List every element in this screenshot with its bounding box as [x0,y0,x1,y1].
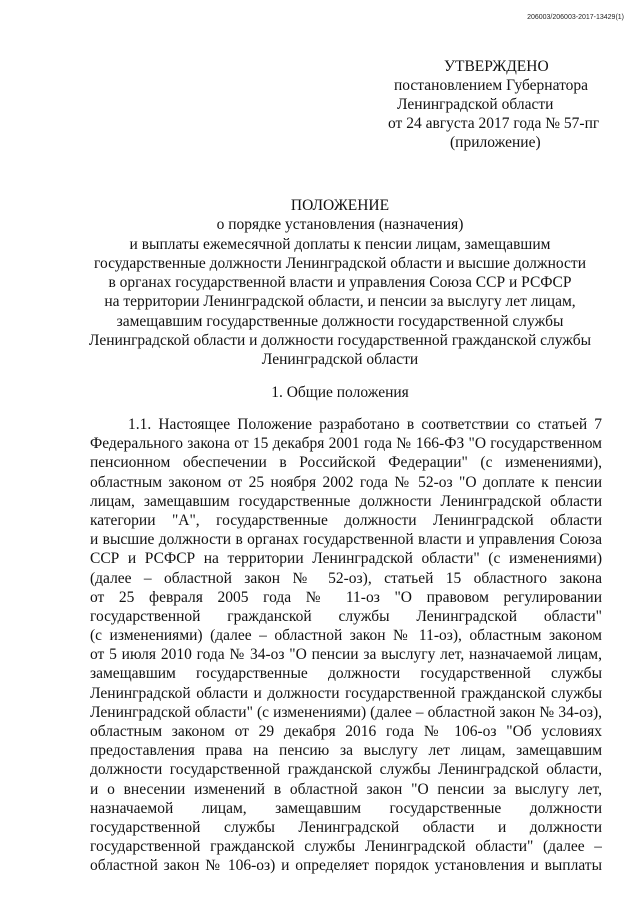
title-line: на территории Ленинградской области, и пенсии за выслугу лет лицам, [104,293,576,311]
title-line: в органах государственной власти и управления Союза ССР и РСФСР [108,274,572,292]
paragraph-line: Федерального закона от 15 декабря 2001 года № 166-ФЗ "О государственном [90,435,602,453]
title-line: государственные должности Ленинградской области и высшие должности [93,254,587,272]
title-line: и выплаты ежемесячной доплаты к пенсии лицам, замещавшим [129,235,551,253]
paragraph-line: областной закон № 106-оз) и определяет порядок установления и выплаты [90,857,602,875]
section-heading: 1. Общие положения [271,384,409,401]
paragraph-line: Ленинградской области и должности государственной гражданской службы [90,684,602,702]
document-number: 206003/206003-2017-13429(1) [527,14,624,21]
approval-line: постановлением Губернатора [394,77,589,94]
paragraph-1-1 [90,415,602,876]
paragraph-line: Ленинградской области" (с изменениями) (далее – областной закон № 34-оз), [90,703,602,721]
paragraph-line: государственной гражданской службы Ленинградской области" [90,607,602,625]
paragraph-line: 1.1. Настоящее Положение разработано в соответствии со статьей 7 [128,416,602,433]
approval-block [388,57,628,152]
paragraph-line: назначаемой лицам, замещавшим государственные должности [90,799,602,817]
paragraph-line: пенсионном обеспечении в Российской Федерации" (с изменениями), [90,454,602,472]
title-line: замещавшим государственные должности государственной службы [116,312,564,330]
paragraph-line: областным законом от 29 декабря 2016 года № 106-оз "Об условиях [90,723,602,740]
approval-line: (приложение) [450,134,541,151]
title-line: Ленинградской области [261,351,419,369]
paragraph-line: и высшие должности в органах государственной власти и управления Союза [90,531,602,549]
paragraph-line: государственной гражданской службы Ленинградской области" (далее – [90,838,602,856]
paragraph-line: должности государственной гражданской службы Ленинградской области, [90,761,602,779]
paragraph-line: (с изменениями) (далее – областной закон № 11-оз), областным законом [90,627,602,645]
title-line: о порядке установления (назначения) [216,216,464,234]
paragraph-line: (далее – областной закон № 52-оз), статьей 15 областного закона [90,569,602,587]
paragraph-line: предоставления права на пенсию за выслугу лет лицам, замещавшим [90,742,602,760]
title-line: Ленинградской области и должности государственной гражданской службы [88,332,592,350]
paragraph-line: ССР и РСФСР на территории Ленинградской области" (с изменениями) [90,550,602,568]
document-title [60,196,620,370]
paragraph-line: от 5 июля 2010 года № 34-оз "О пенсии за выслугу лет, назначаемой лицам, [90,646,602,664]
approval-title: УТВЕРЖДЕНО [444,58,549,75]
approval-line: Ленинградской области [397,96,554,113]
title-heading: ПОЛОЖЕНИЕ [290,197,390,214]
paragraph-line: категории "А", государственные должности Ленинградской области [90,511,602,529]
approval-line: от 24 августа 2017 года № 57-пг [388,115,600,132]
paragraph-line: областным законом от 25 ноября 2002 года № 52-оз "О доплате к пенсии [90,473,602,491]
paragraph-line: от 25 февраля 2005 года № 11-оз "О правовом регулировании [90,588,602,606]
paragraph-line: и о внесении изменений в областной закон "О пенсии за выслугу лет, [90,780,602,798]
paragraph-line: лицам, замещавшим государственные должности Ленинградской области [90,492,602,510]
paragraph-line: замещавшим государственные должности государственной службы [90,665,602,683]
paragraph-line: государственной службы Ленинградской области и должности [90,818,602,836]
